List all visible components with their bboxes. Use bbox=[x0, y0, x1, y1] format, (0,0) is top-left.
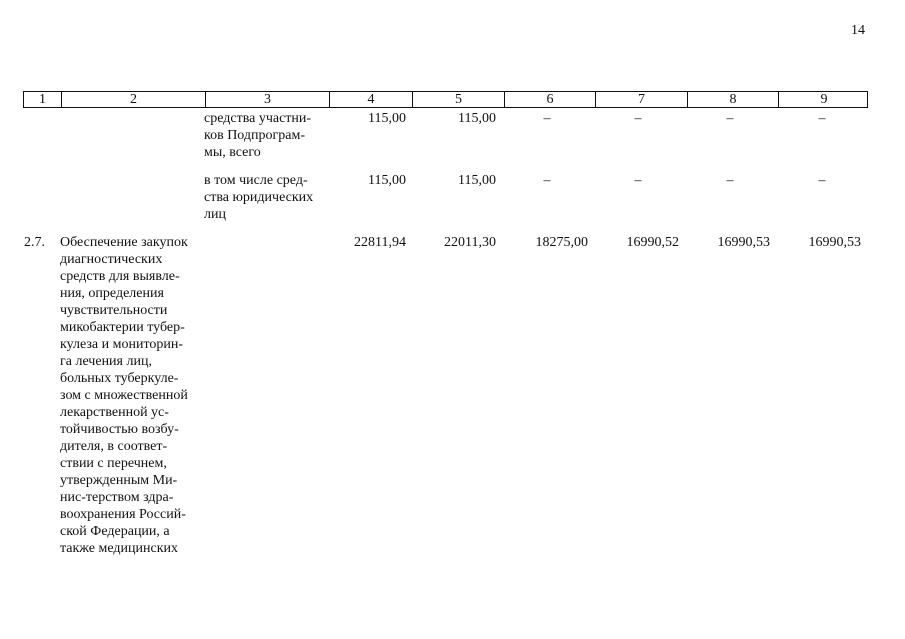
row-description-line: зом с множественной bbox=[60, 388, 188, 403]
row-description-line: нис-терством здра- bbox=[60, 490, 174, 505]
row-description-line: больных туберкуле- bbox=[60, 371, 179, 386]
row-description-line: чувствительности bbox=[60, 303, 168, 318]
row-description-line: ков Подпрограм- bbox=[204, 128, 306, 143]
cell-col5: 115,00 bbox=[458, 111, 496, 126]
cell-col9: – bbox=[818, 173, 826, 188]
column-header-2: 2 bbox=[61, 92, 205, 107]
cell-col6: 18275,00 bbox=[535, 235, 588, 250]
row-description-line: микобактерии тубер- bbox=[60, 320, 185, 335]
row-description-line: лиц bbox=[204, 207, 226, 222]
row-description-line: ской Федерации, а bbox=[60, 524, 170, 539]
column-header-6: 6 bbox=[504, 92, 595, 107]
row-description-line: средства участни- bbox=[204, 111, 312, 126]
cell-col9: – bbox=[818, 111, 826, 126]
column-header-5: 5 bbox=[412, 92, 504, 107]
column-header-8: 8 bbox=[687, 92, 778, 107]
row-description-line: га лечения лиц, bbox=[60, 354, 152, 369]
row-description-line: также медицинских bbox=[60, 541, 178, 556]
cell-col8: – bbox=[726, 173, 734, 188]
row-description-line: воохранения Россий- bbox=[60, 507, 186, 522]
cell-col8: 16990,53 bbox=[717, 235, 770, 250]
row-description-line: кулеза и мониторин- bbox=[60, 337, 184, 352]
column-header-3: 3 bbox=[205, 92, 329, 107]
column-header-9: 9 bbox=[778, 92, 869, 107]
column-header-7: 7 bbox=[595, 92, 687, 107]
row-description-line: в том числе сред- bbox=[204, 173, 308, 188]
row-description-line: ния, определения bbox=[60, 286, 164, 301]
cell-col4: 115,00 bbox=[368, 173, 406, 188]
column-header-1: 1 bbox=[39, 92, 46, 107]
row-number: 2.7. bbox=[24, 235, 45, 250]
cell-col7: – bbox=[634, 173, 642, 188]
row-description-line: диагностических bbox=[60, 252, 163, 267]
row-description-line: тойчивостью возбу- bbox=[60, 422, 179, 437]
table-header-row bbox=[23, 91, 868, 108]
cell-col5: 115,00 bbox=[458, 173, 496, 188]
cell-col4: 115,00 bbox=[368, 111, 406, 126]
cell-col7: – bbox=[634, 111, 642, 126]
cell-col7: 16990,52 bbox=[626, 235, 679, 250]
row-description-line: Обеспечение закупок bbox=[60, 235, 188, 250]
cell-col6: – bbox=[543, 173, 551, 188]
row-description-line: мы, всего bbox=[204, 145, 261, 160]
row-description-line: ствии с перечнем, bbox=[60, 456, 167, 471]
row-description-line: ства юридических bbox=[204, 190, 314, 205]
row-description-line: лекарственной ус- bbox=[60, 405, 169, 420]
column-header-4: 4 bbox=[329, 92, 412, 107]
cell-col8: – bbox=[726, 111, 734, 126]
cell-col4: 22811,94 bbox=[354, 235, 406, 250]
row-description-line: средств для выявле- bbox=[60, 269, 180, 284]
page-number: 14 bbox=[851, 23, 865, 38]
cell-col9: 16990,53 bbox=[808, 235, 861, 250]
row-description-line: утвержденным Ми- bbox=[60, 473, 178, 488]
cell-col6: – bbox=[543, 111, 551, 126]
cell-col5: 22011,30 bbox=[444, 235, 496, 250]
row-description-line: дителя, в соответ- bbox=[60, 439, 168, 454]
